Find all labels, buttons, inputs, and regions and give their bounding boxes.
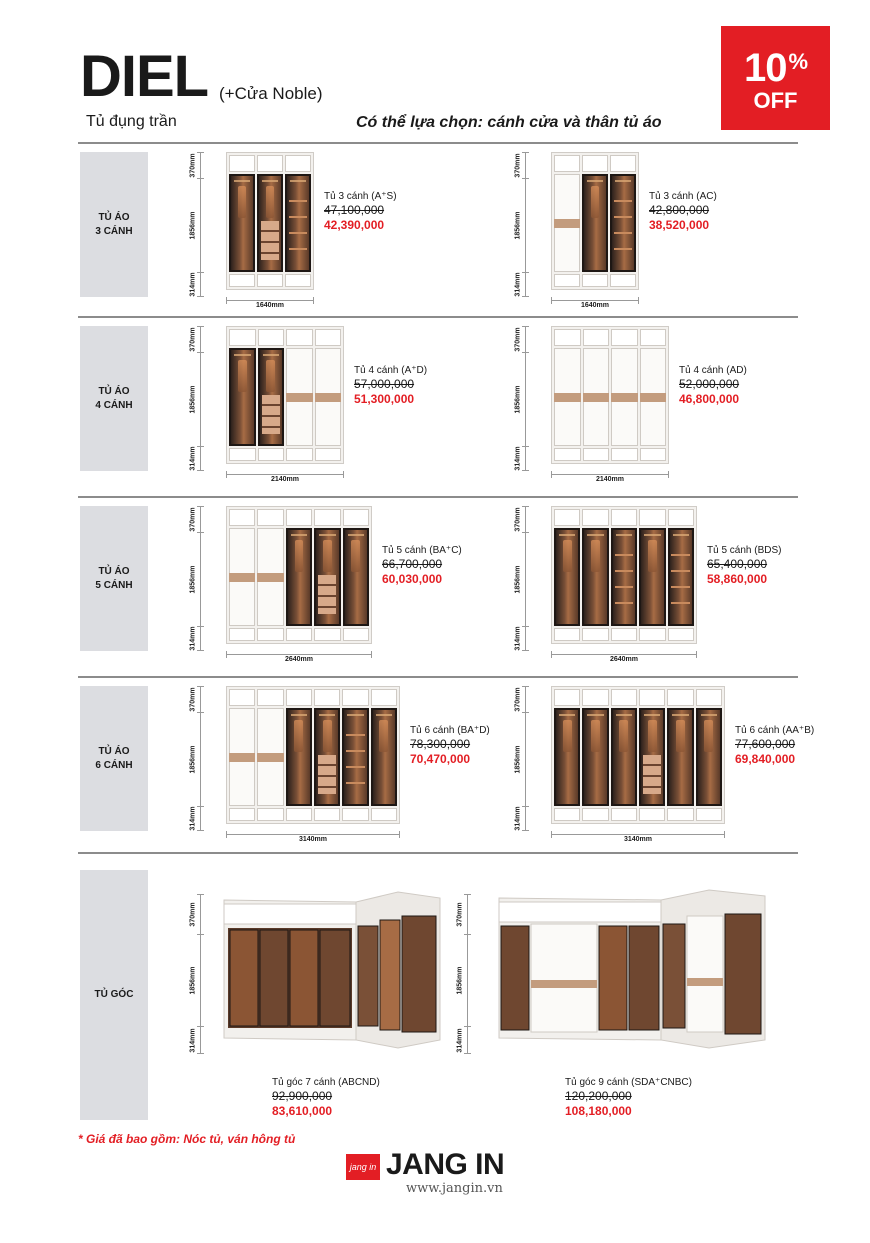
wardrobe-door (229, 509, 255, 641)
brand-logo-mark: jang in (346, 1154, 380, 1180)
wardrobe-door (640, 329, 667, 461)
wardrobe-door (639, 509, 665, 641)
product-name: Tủ 4 cánh (AD) (679, 365, 747, 376)
product-name: Tủ 5 cánh (BA⁺C) (382, 545, 462, 556)
height-dimension (513, 152, 533, 297)
wardrobe-door (343, 509, 369, 641)
height-dimension (513, 326, 533, 471)
wardrobe-door (285, 155, 311, 287)
wardrobe-door (582, 689, 608, 821)
dim-middle-label: 1856mm (514, 210, 522, 240)
dim-middle-label: 1856mm (514, 564, 522, 594)
wardrobe-door (639, 689, 665, 821)
product-name: Tủ 6 cánh (BA⁺D) (410, 725, 490, 736)
wardrobe-door (554, 155, 580, 287)
new-price: 46,800,000 (679, 392, 740, 406)
new-price: 51,300,000 (354, 392, 415, 406)
dim-bottom-label: 314mm (189, 1027, 197, 1053)
dim-middle-label: 1856mm (189, 384, 197, 414)
old-price: 57,000,000 (354, 377, 415, 391)
dim-bottom-label: 314mm (189, 806, 197, 831)
width-label: 1640mm (255, 302, 285, 309)
section-divider (78, 852, 798, 854)
width-label: 3140mm (623, 836, 653, 843)
wardrobe-door (229, 689, 255, 821)
section-label-line1: TỦ ÁO (98, 385, 130, 397)
product-info (382, 544, 522, 587)
height-dimension (188, 506, 208, 651)
dim-bottom-label: 314mm (189, 626, 197, 651)
dim-bottom-label: 314mm (189, 446, 197, 471)
old-price: 47,100,000 (324, 203, 385, 217)
section-label (80, 506, 148, 651)
wardrobe-drawing (226, 686, 400, 824)
width-dimension (551, 830, 725, 844)
wardrobe-door (611, 509, 637, 641)
section-label-line1: TỦ ÁO (98, 745, 130, 757)
wardrobe-door (286, 329, 313, 461)
width-dimension (226, 830, 400, 844)
wardrobe-door (258, 329, 285, 461)
discount-percent: % (788, 49, 808, 74)
wardrobe-door (668, 509, 694, 641)
product-name: Tủ góc 9 cánh (SDA⁺CNBC) (565, 1077, 692, 1088)
wardrobe-door (286, 689, 312, 821)
old-price: 42,800,000 (649, 203, 710, 217)
wardrobe-door (611, 329, 638, 461)
corner-wardrobe-drawing-right (495, 880, 775, 1050)
wardrobe-door (342, 689, 368, 821)
dim-top-label: 370mm (514, 152, 522, 178)
wardrobe-door (314, 689, 340, 821)
new-price: 38,520,000 (649, 218, 710, 232)
brand-logo: JANG IN (386, 1148, 505, 1181)
wardrobe-door (554, 509, 580, 641)
dim-bottom-label: 314mm (514, 626, 522, 651)
section-divider (78, 142, 798, 144)
dim-top-label: 370mm (189, 326, 197, 352)
section-label-corner (80, 870, 148, 1120)
product-info (707, 544, 847, 587)
product-name: Tủ 6 cánh (AA⁺B) (735, 725, 815, 736)
wardrobe-door (257, 509, 283, 641)
width-label: 3140mm (298, 836, 328, 843)
wardrobe-drawing (226, 506, 372, 644)
section-label (80, 326, 148, 471)
wardrobe-drawing (551, 152, 639, 290)
wardrobe-door (611, 689, 637, 821)
new-price: 69,840,000 (735, 752, 796, 766)
option-note: Có thể lựa chọn: cánh cửa và thân tủ áo (356, 114, 662, 131)
product-info (679, 364, 819, 407)
discount-badge (721, 26, 830, 130)
product-info (735, 724, 870, 767)
old-price: 65,400,000 (707, 557, 768, 571)
product-info (649, 190, 789, 233)
website-link[interactable]: www.jangin.vn (406, 1181, 503, 1196)
product-name: Tủ góc 7 cánh (ABCND) (272, 1077, 380, 1088)
wardrobe-door (314, 509, 340, 641)
corner-wardrobe-drawing-left (218, 880, 448, 1050)
product-info (565, 1076, 705, 1119)
product-info (354, 364, 494, 407)
width-dimension (226, 470, 344, 484)
dim-middle-label: 1856mm (456, 965, 464, 995)
old-price: 78,300,000 (410, 737, 471, 751)
wardrobe-door (229, 329, 256, 461)
dim-middle-label: 1856mm (189, 965, 197, 995)
section-divider (78, 496, 798, 498)
wardrobe-drawing (226, 326, 344, 464)
dim-top-label: 370mm (514, 686, 522, 712)
product-info (324, 190, 464, 233)
width-label: 2140mm (595, 476, 625, 483)
width-dimension (551, 470, 669, 484)
section-label-line1: TỦ ÁO (98, 565, 130, 577)
dim-middle-label: 1856mm (189, 210, 197, 240)
new-price: 58,860,000 (707, 572, 768, 586)
product-name: Tủ 5 cánh (BDS) (707, 545, 782, 556)
wardrobe-door (582, 509, 608, 641)
dim-top-label: 370mm (456, 901, 464, 927)
dim-top-label: 370mm (189, 152, 197, 178)
width-dimension (226, 650, 372, 664)
wardrobe-door (286, 509, 312, 641)
section-divider (78, 316, 798, 318)
section-divider (78, 676, 798, 678)
wardrobe-door (554, 329, 581, 461)
height-dimension (513, 506, 533, 651)
dim-top-label: 370mm (189, 506, 197, 532)
new-price: 60,030,000 (382, 572, 443, 586)
dim-bottom-label: 314mm (456, 1027, 464, 1053)
dim-middle-label: 1856mm (189, 744, 197, 774)
brand-subtitle: (+Cửa Noble) (219, 84, 323, 103)
dim-bottom-label: 314mm (514, 806, 522, 831)
dim-middle-label: 1856mm (189, 564, 197, 594)
dim-top-label: 370mm (189, 901, 197, 927)
wardrobe-door (371, 689, 397, 821)
discount-off-label: OFF (753, 88, 798, 113)
section-label-line2: 6 CÁNH (95, 759, 133, 771)
product-name: Tủ 3 cánh (A⁺S) (324, 191, 397, 202)
wardrobe-door (257, 155, 283, 287)
section-label-line2: 4 CÁNH (95, 399, 133, 411)
wardrobe-door (554, 689, 580, 821)
dim-middle-label: 1856mm (514, 384, 522, 414)
product-info (272, 1076, 412, 1119)
section-label-line2: 5 CÁNH (95, 579, 133, 591)
wardrobe-door (582, 155, 608, 287)
height-dimension (455, 894, 475, 1054)
new-price: 42,390,000 (324, 218, 385, 232)
dim-top-label: 370mm (189, 686, 197, 712)
width-dimension (551, 650, 697, 664)
footer-note: * Giá đã bao gồm: Nóc tủ, ván hông tủ (78, 1132, 296, 1146)
wardrobe-drawing (551, 326, 669, 464)
width-label: 1640mm (580, 302, 610, 309)
section-label-line2: 3 CÁNH (95, 225, 133, 237)
wardrobe-door (667, 689, 693, 821)
wardrobe-drawing (551, 506, 697, 644)
old-price: 52,000,000 (679, 377, 740, 391)
width-dimension (551, 296, 639, 310)
wardrobe-drawing (551, 686, 725, 824)
height-dimension (188, 326, 208, 471)
old-price: 77,600,000 (735, 737, 796, 751)
wardrobe-door (229, 155, 255, 287)
height-dimension (188, 894, 208, 1054)
old-price: 120,200,000 (565, 1089, 632, 1103)
corner-label: TỦ GÓC (94, 989, 134, 1000)
width-label: 2640mm (284, 656, 314, 663)
product-name: Tủ 4 cánh (A⁺D) (354, 365, 428, 376)
wardrobe-door (315, 329, 342, 461)
section-label (80, 686, 148, 831)
dim-middle-label: 1856mm (514, 744, 522, 774)
brand-title: DIEL (80, 44, 209, 109)
width-dimension (226, 296, 314, 310)
old-price: 66,700,000 (382, 557, 443, 571)
dim-bottom-label: 314mm (514, 446, 522, 471)
height-dimension (188, 686, 208, 831)
discount-value: 10 (743, 46, 787, 90)
wardrobe-drawing (226, 152, 314, 290)
section-label (80, 152, 148, 297)
dim-bottom-label: 314mm (514, 272, 522, 297)
new-price: 83,610,000 (272, 1104, 333, 1118)
height-dimension (513, 686, 533, 831)
dim-top-label: 370mm (514, 326, 522, 352)
product-type: Tủ đụng trần (86, 113, 177, 130)
new-price: 108,180,000 (565, 1104, 632, 1118)
wardrobe-door (583, 329, 610, 461)
wardrobe-door (257, 689, 283, 821)
height-dimension (188, 152, 208, 297)
width-label: 2640mm (609, 656, 639, 663)
wardrobe-door (610, 155, 636, 287)
wardrobe-door (696, 689, 722, 821)
dim-top-label: 370mm (514, 506, 522, 532)
new-price: 70,470,000 (410, 752, 471, 766)
product-name: Tủ 3 cánh (AC) (649, 191, 717, 202)
dim-bottom-label: 314mm (189, 272, 197, 297)
width-label: 2140mm (270, 476, 300, 483)
old-price: 92,900,000 (272, 1089, 333, 1103)
section-label-line1: TỦ ÁO (98, 211, 130, 223)
